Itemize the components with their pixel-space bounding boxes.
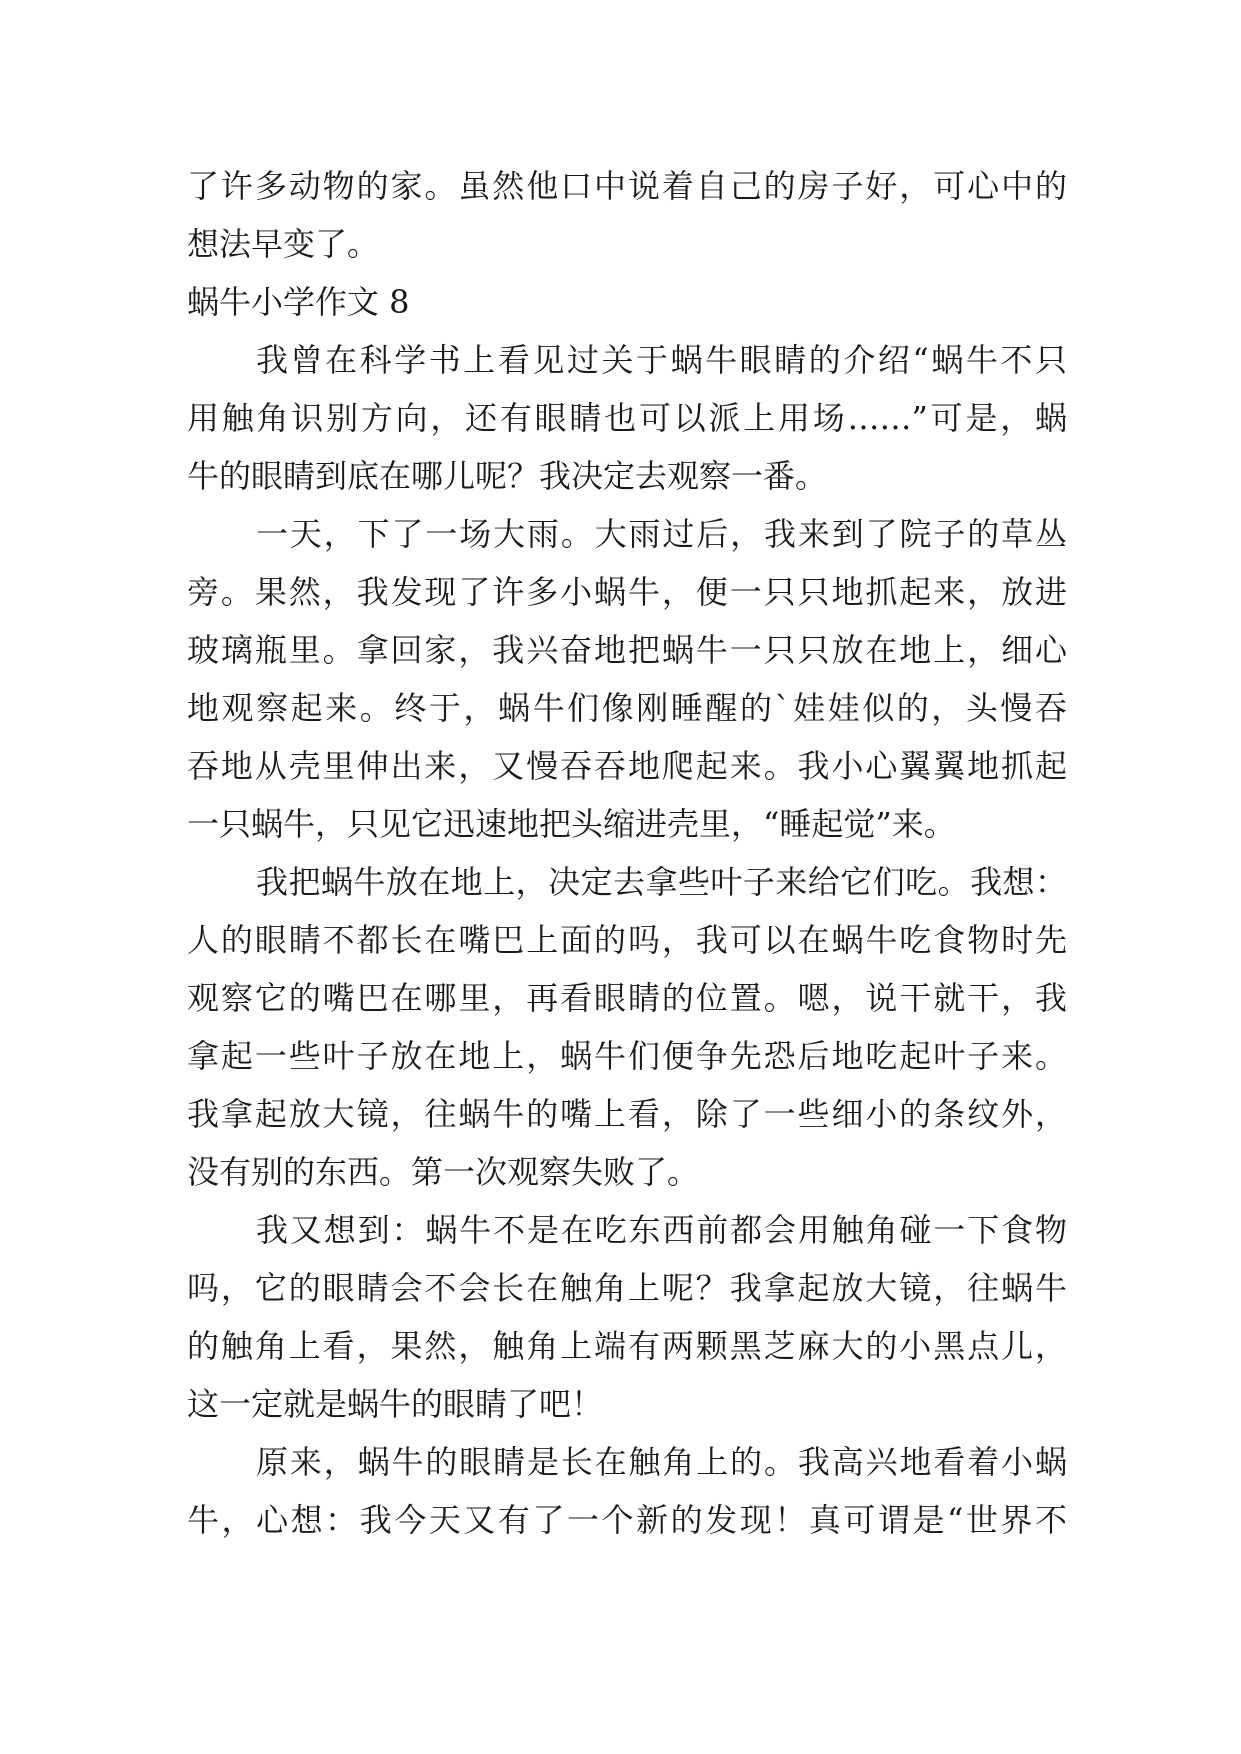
text-line: 的触角上看，果然，触角上端有两颗黑芝麻大的小黑点儿， [187, 1327, 1067, 1365]
text-line: 我又想到：蜗牛不是在吃东西前都会用触角碰一下食物 [256, 1211, 1067, 1249]
text-line: 地观察起来。终于，蜗牛们像刚睡醒的`娃娃似的，头慢吞 [187, 689, 1067, 727]
text-line: 想法早变了。 [187, 225, 380, 263]
text-line: 我曾在科学书上看见过关于蜗牛眼睛的介绍“蜗牛不只 [256, 341, 1067, 379]
text-line: 原来，蜗牛的眼睛是长在触角上的。我高兴地看着小蜗 [256, 1443, 1067, 1481]
text-line: 一天，下了一场大雨。大雨过后，我来到了院子的草丛 [256, 515, 1067, 553]
text-line: 拿起一些叶子放在地上，蜗牛们便争先恐后地吃起叶子来。 [187, 1037, 1067, 1075]
text-line: 牛，心想：我今天又有了一个新的发现！真可谓是“世界不 [187, 1501, 1067, 1539]
text-line: 旁。果然，我发现了许多小蜗牛，便一只只地抓起来，放进 [187, 573, 1067, 611]
text-line: 玻璃瓶里。拿回家，我兴奋地把蜗牛一只只放在地上，细心 [187, 631, 1067, 669]
text-line: 这一定就是蜗牛的眼睛了吧！ [187, 1385, 604, 1423]
text-line: 观察它的嘴巴在哪里，再看眼睛的位置。嗯，说干就干，我 [187, 979, 1067, 1017]
text-line: 了许多动物的家。虽然他口中说着自己的房子好，可心中的 [187, 167, 1067, 205]
text-line: 牛的眼睛到底在哪儿呢？我决定去观察一番。 [187, 457, 828, 495]
text-line: 用触角识别方向，还有眼睛也可以派上用场……”可是，蜗 [187, 399, 1067, 437]
text-line: 人的眼睛不都长在嘴巴上面的吗，我可以在蜗牛吃食物时先 [187, 921, 1067, 959]
text-line: 我把蜗牛放在地上，决定去拿些叶子来给它们吃。我想： [256, 863, 1067, 901]
text-line: 吞地从壳里伸出来，又慢吞吞地爬起来。我小心翼翼地抓起 [187, 747, 1067, 785]
text-line: 我拿起放大镜，往蜗牛的嘴上看，除了一些细小的条纹外， [187, 1095, 1067, 1133]
text-line: 吗，它的眼睛会不会长在触角上呢？我拿起放大镜，往蜗牛 [187, 1269, 1067, 1307]
section-heading: 蜗牛小学作文 8 [187, 283, 410, 321]
text-line: 没有别的东西。第一次观察失败了。 [187, 1153, 700, 1191]
text-line: 一只蜗牛，只见它迅速地把头缩进壳里，“睡起觉”来。 [187, 805, 956, 843]
